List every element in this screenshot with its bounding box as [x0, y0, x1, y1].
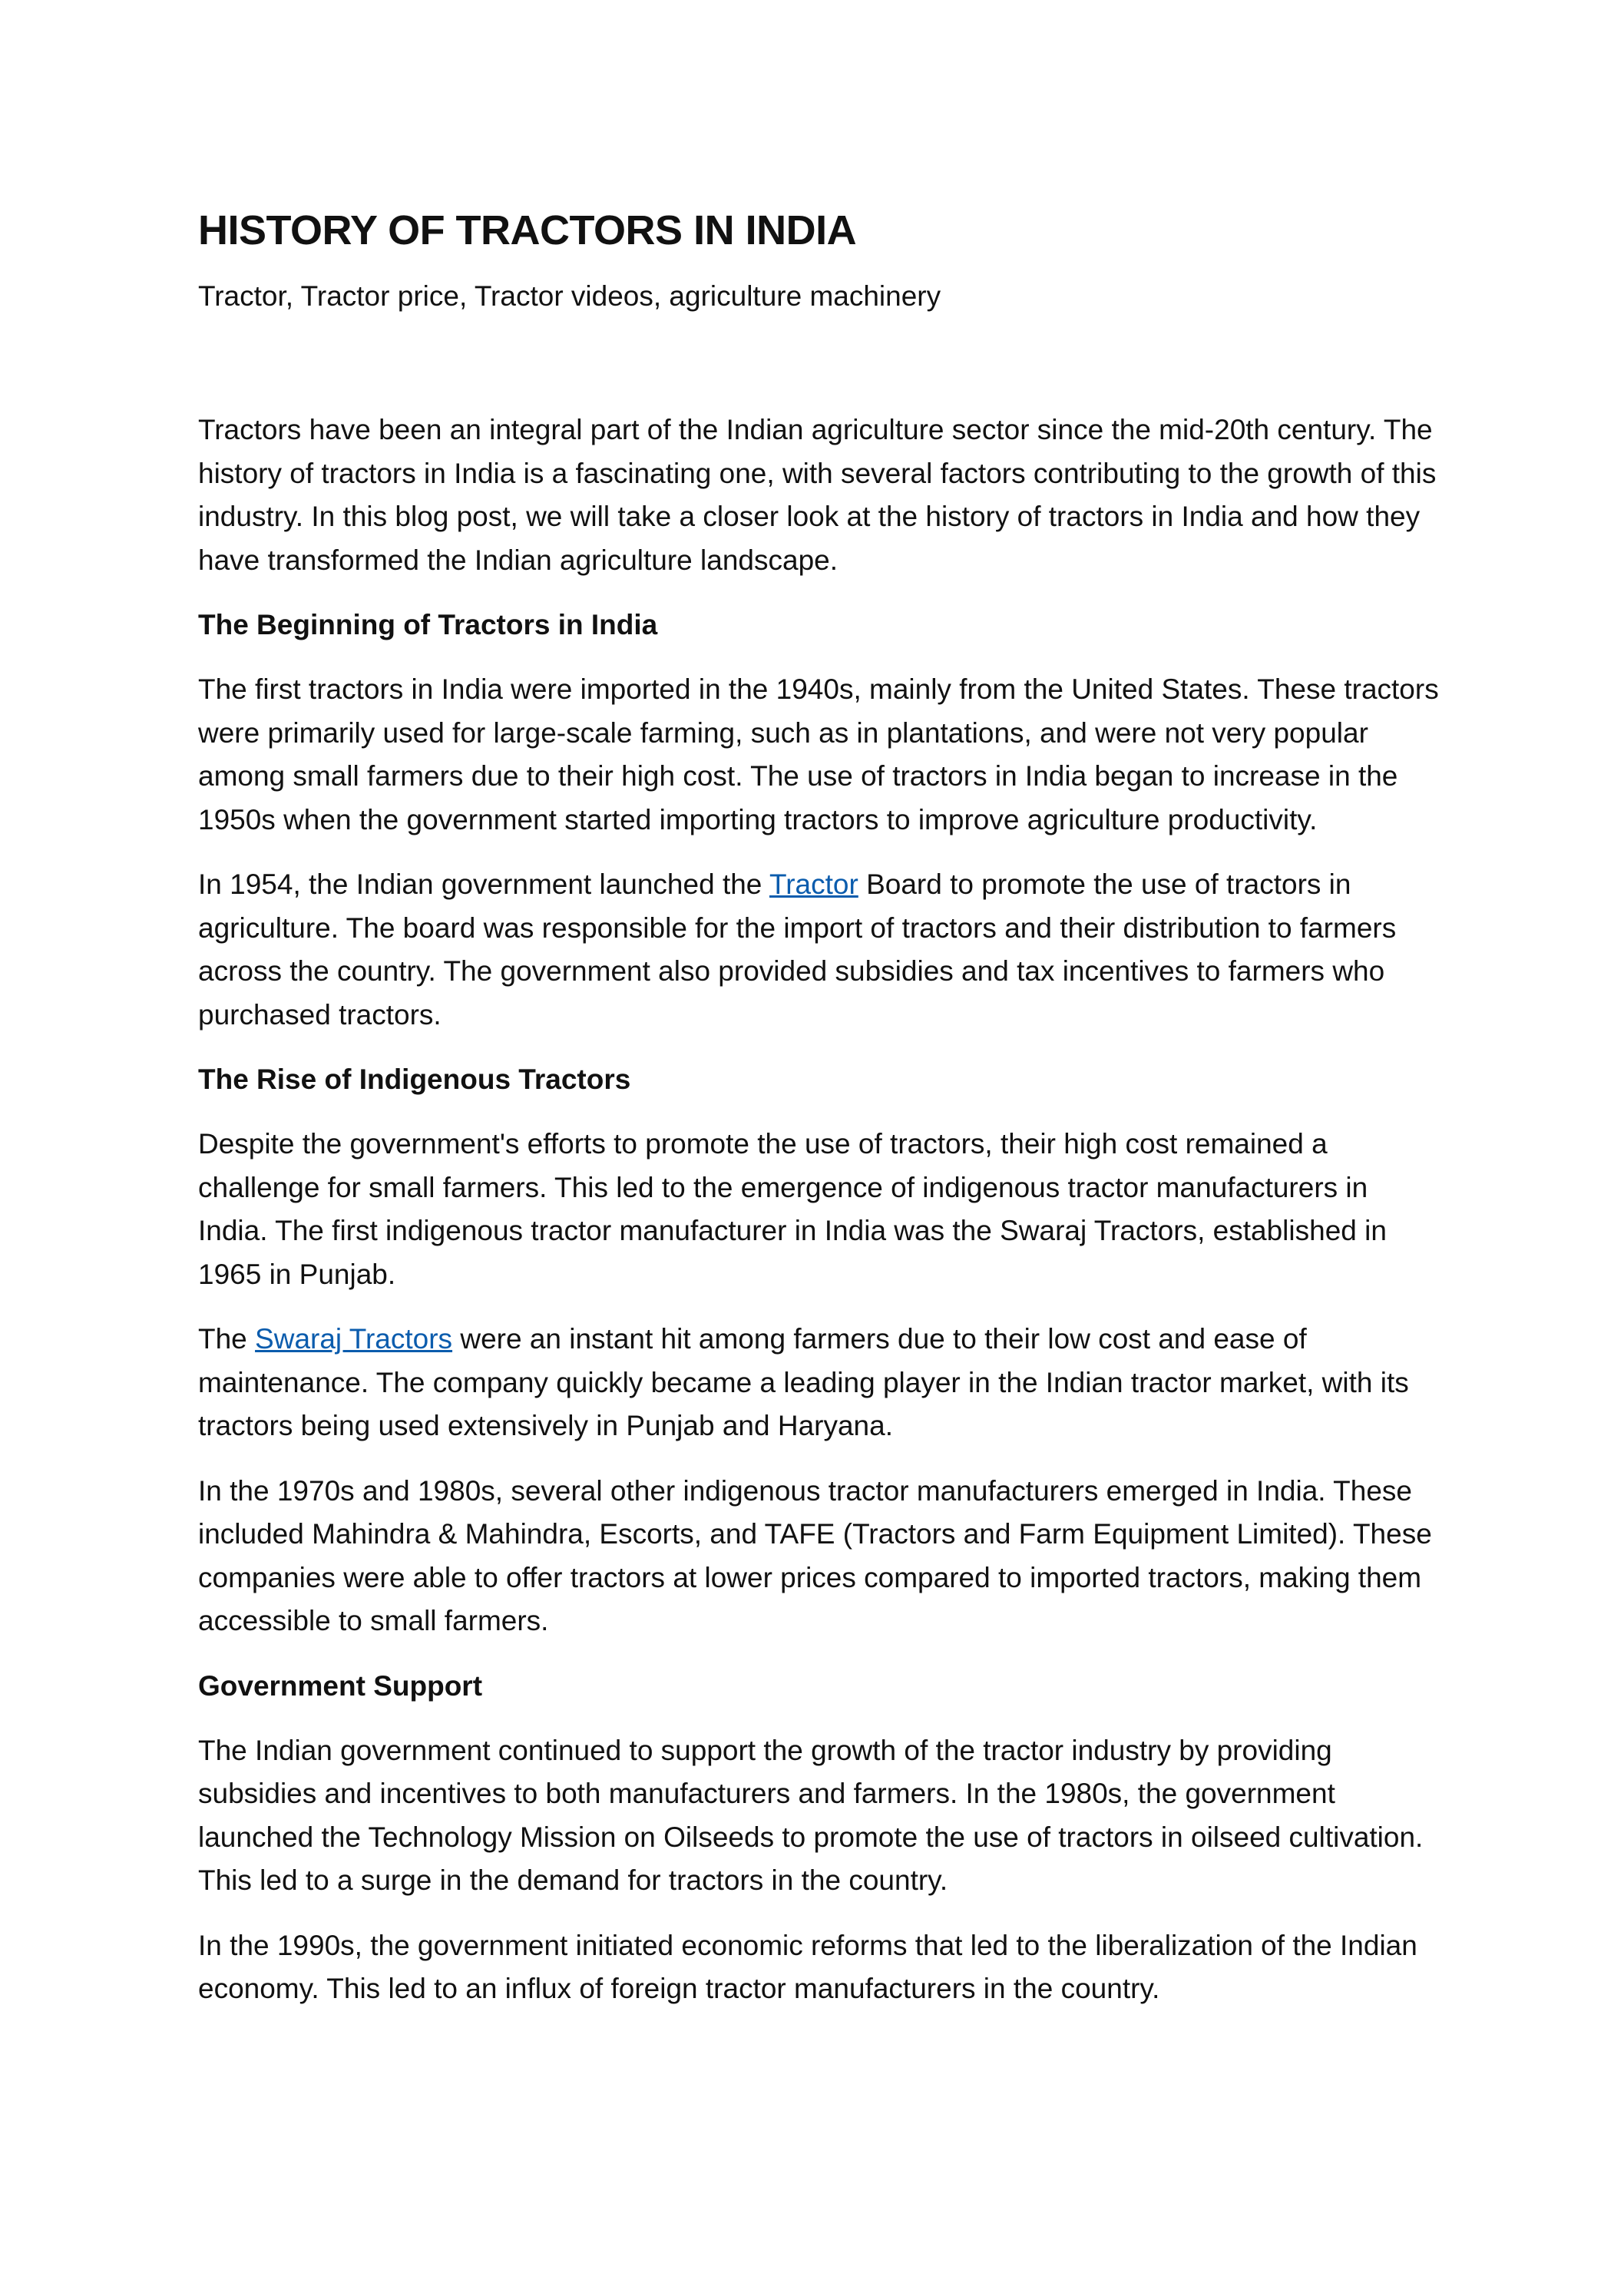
- paragraph-text: were an instant hit among farmers due to their low cost and ease of maintenance. The company quickly became a leading player in the Indian tractor market, with its tractors being used extensively in Punjab and Haryana.: [198, 1323, 1409, 1441]
- page-title: HISTORY OF TRACTORS IN INDIA: [198, 207, 857, 253]
- section-heading-government-support: Government Support: [198, 1669, 483, 1702]
- paragraph-tractor-board: [198, 863, 1442, 1037]
- paragraph-text: Board to promote the use of tractors in agriculture. The board was responsible for the import of tractors and their distribution to farmers across the country. The government also provided subsidies and tax incentives to farmers who purchased tractors.: [198, 868, 1397, 1031]
- paragraph-government-support: The Indian government continued to support the growth of the tractor industry by providing subsidies and incentives to both manufacturers and farmers. In the 1980s, the government launched the Technology Mission on Oilseeds to promote the use of tractors in oilseed cultivation. This led to a surge in the demand for tractors in the country.: [198, 1734, 1424, 1896]
- paragraph-swaraj: [198, 1318, 1442, 1448]
- paragraph-text: In 1954, the Indian government launched the: [198, 868, 769, 900]
- paragraph-other-manufacturers: In the 1970s and 1980s, several other indigenous tractor manufacturers emerged in India. These included Mahindra & Mahindra, Escorts, and TAFE (Tractors and Farm Equipment Limited). These companies were able to offer tractors at lower prices compared to imported tractors, making them accessible to small farmers.: [198, 1474, 1432, 1636]
- intro-paragraph: Tractors have been an integral part of the Indian agriculture sector since the mid-20th century. The history of tractors in India is a fascinating one, with several factors contributing to the growth of this industry. In this blog post, we will take a closer look at the history of tractors in India and how they have transformed the Indian agriculture landscape.: [198, 414, 1437, 576]
- paragraph-liberalization: In the 1990s, the government initiated economic reforms that led to the liberalization of the Indian economy. This led to an influx of foreign tractor manufacturers in the country.: [198, 1929, 1417, 2004]
- swaraj-tractors-link[interactable]: Swaraj Tractors: [255, 1323, 453, 1355]
- paragraph-indigenous-emergence: Despite the government's efforts to promote the use of tractors, their high cost remained a challenge for small farmers. This led to the emergence of indigenous tractor manufacturers in India. The first indigenous tractor manufacturer in India was the Swaraj Tractors, established in 1965 in Punjab.: [198, 1128, 1387, 1290]
- section-heading-beginning: The Beginning of Tractors in India: [198, 609, 658, 640]
- section-heading-indigenous: The Rise of Indigenous Tractors: [198, 1064, 631, 1095]
- document-page: [198, 200, 1442, 2033]
- paragraph-first-imports: The first tractors in India were imported in the 1940s, mainly from the United States. These tractors were primarily used for large-scale farming, such as in plantations, and were not very popular among small farmers due to their high cost. The use of tractors in India began to increase in the 1950s when the government started importing tractors to improve agriculture productivity.: [198, 673, 1439, 835]
- paragraph-text: The: [198, 1323, 256, 1355]
- tag-line: Tractor, Tractor price, Tractor videos, agriculture machinery: [198, 280, 941, 312]
- tractor-link[interactable]: Tractor: [769, 868, 858, 900]
